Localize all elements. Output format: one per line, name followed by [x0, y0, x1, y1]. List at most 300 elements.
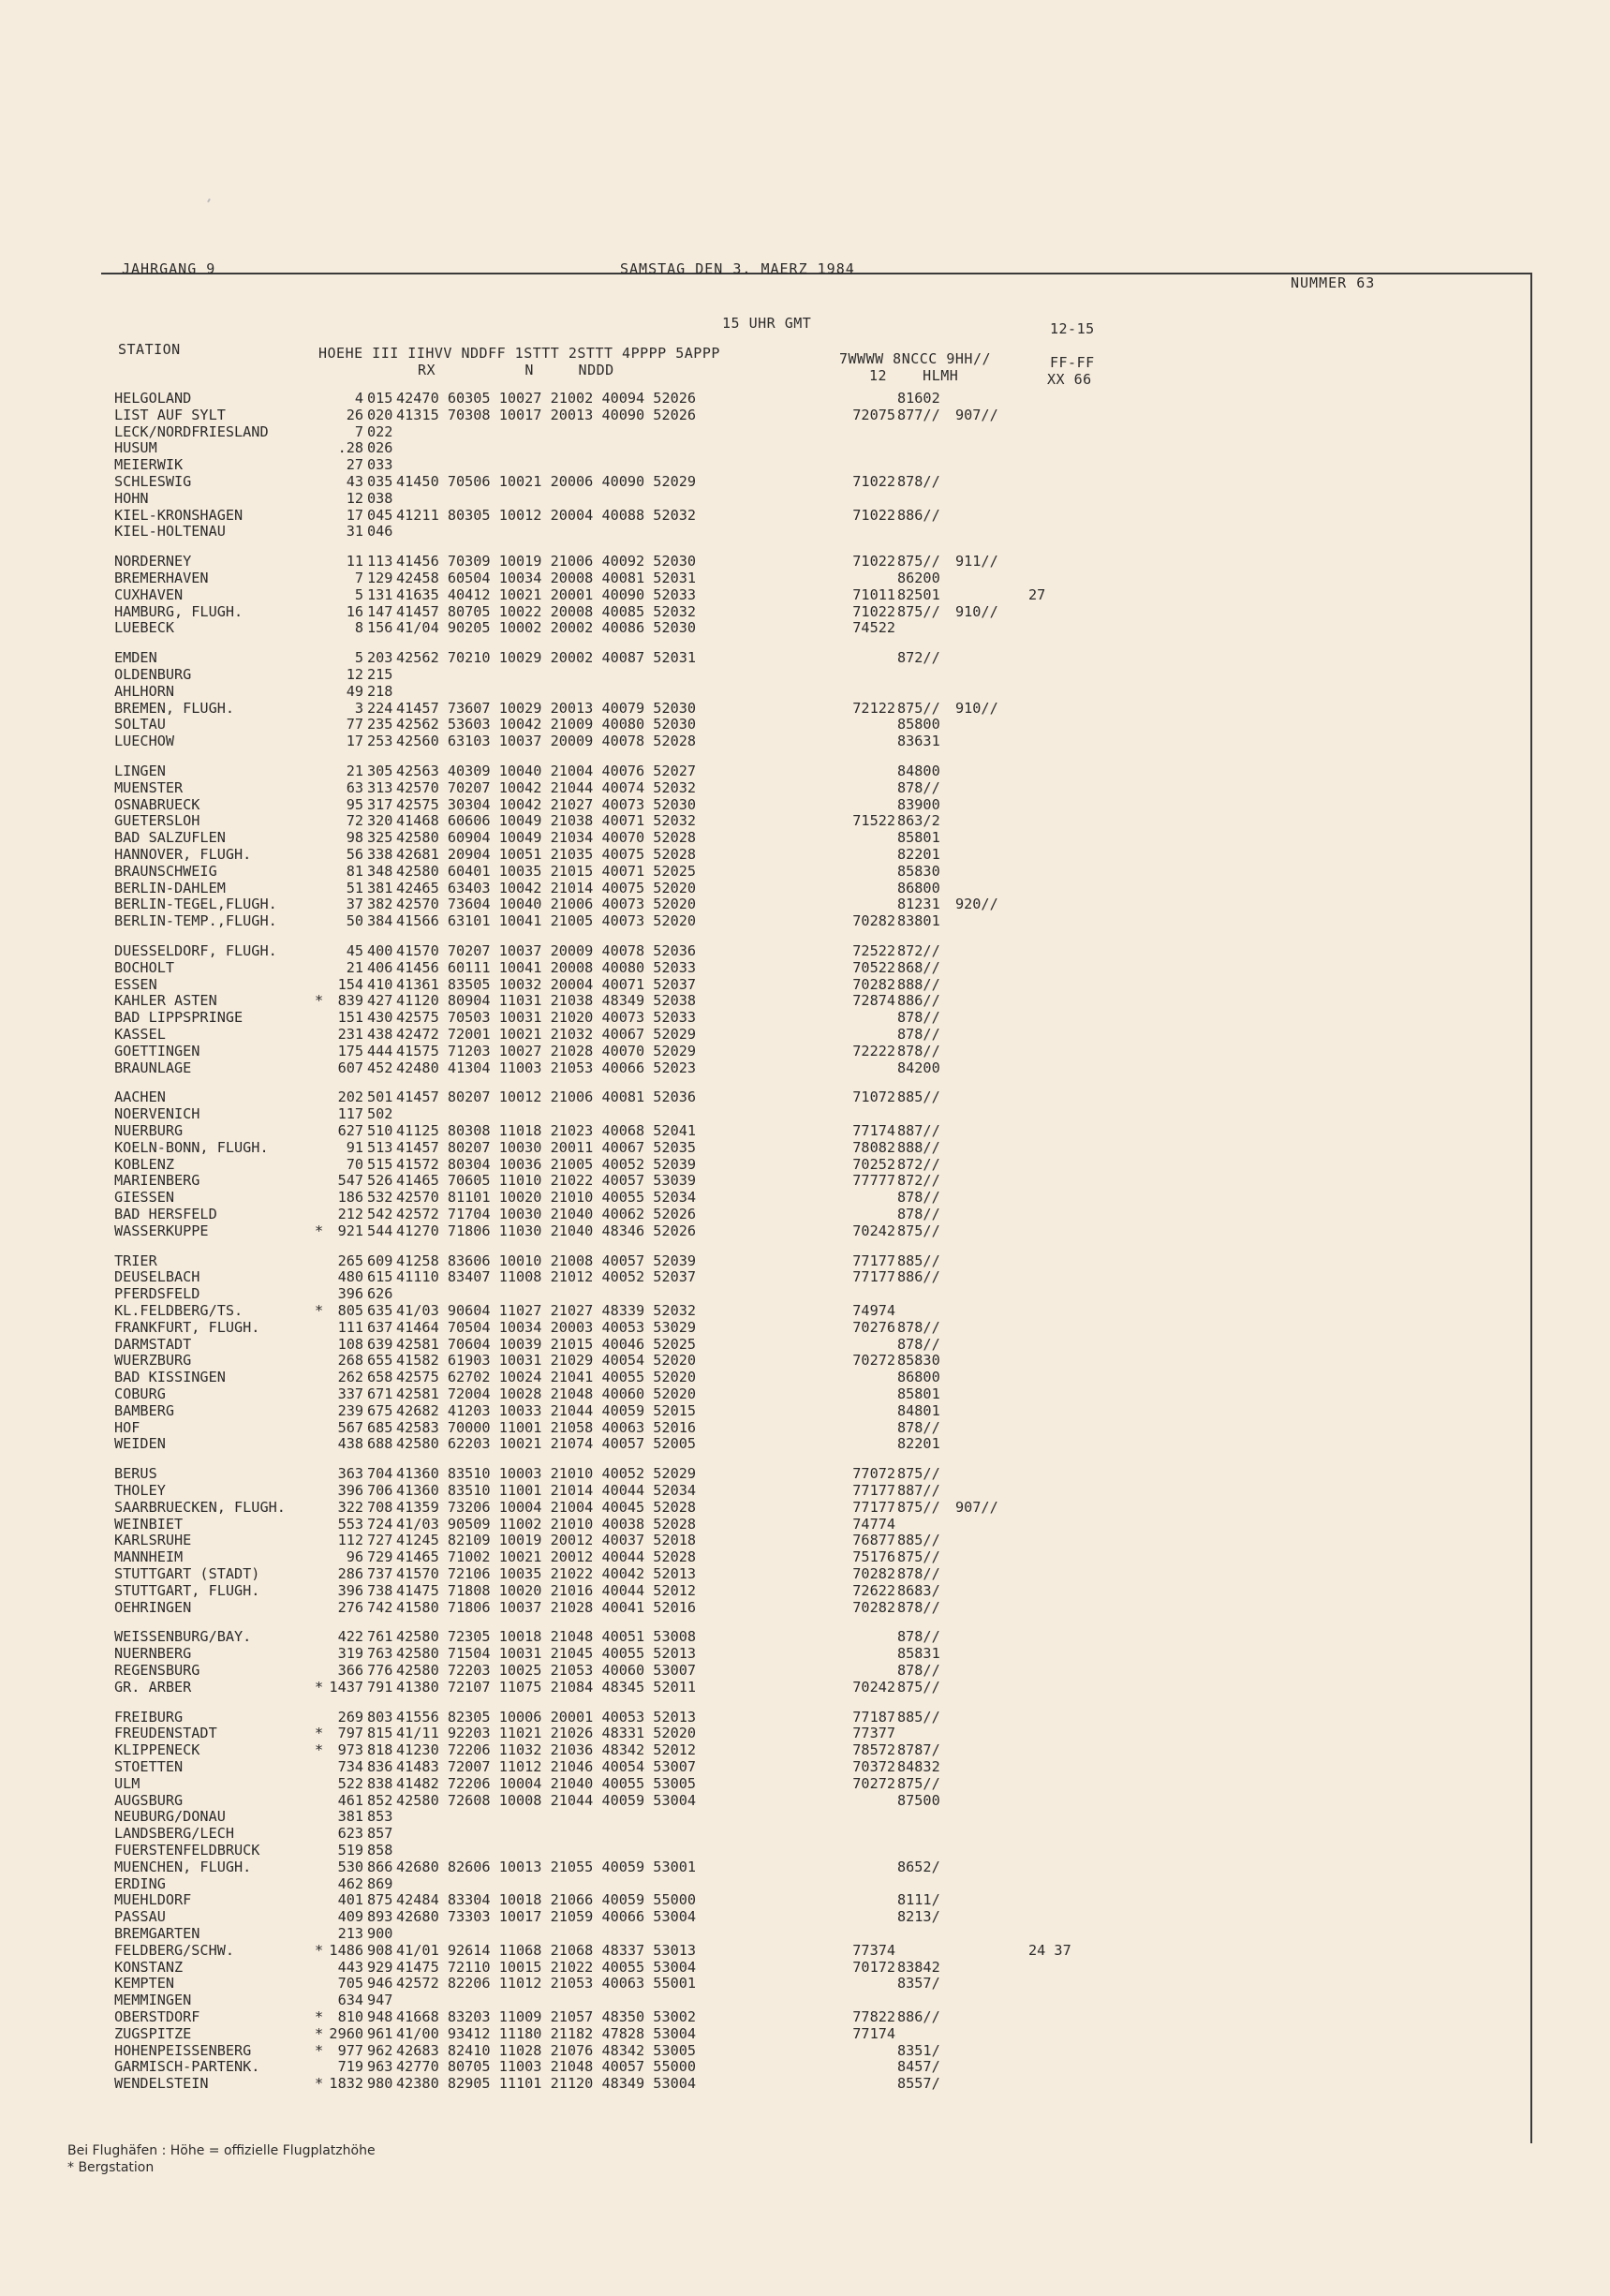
- station-index: 444: [367, 1043, 393, 1059]
- station-index: 948: [367, 2008, 393, 2025]
- station-height: 634: [337, 1992, 363, 2008]
- station-index: 962: [367, 2042, 393, 2059]
- station-name: BAD KISSINGEN: [114, 1369, 226, 1385]
- group-7: 75176: [852, 1548, 895, 1565]
- station-name: WEIDEN: [114, 1435, 166, 1452]
- station-index: 866: [367, 1859, 393, 1875]
- gust-groups: 24 37: [1028, 1942, 1071, 1959]
- station-index: 737: [367, 1565, 393, 1582]
- station-height: 268: [337, 1352, 363, 1369]
- station-name: HOHENPEISSENBERG: [114, 2042, 252, 2059]
- group-7: 71011: [852, 586, 895, 603]
- synop-groups: 41450 70506 10021 20006 40090 52029: [396, 473, 697, 490]
- synop-groups: 41572 80304 10036 21005 40052 52039: [396, 1156, 697, 1173]
- mountain-marker: *: [315, 1942, 324, 1959]
- station-name: WASSERKUPPE: [114, 1222, 209, 1239]
- station-index: 046: [367, 523, 393, 540]
- station-name: PFERDSFELD: [114, 1285, 200, 1302]
- station-height: 231: [337, 1026, 363, 1043]
- group-7: 77822: [852, 2008, 895, 2025]
- station-name: LECK/NORDFRIESLAND: [114, 423, 269, 440]
- station-index: 020: [367, 407, 393, 423]
- station-index: 803: [367, 1709, 393, 1726]
- group-8: 878//: [897, 779, 940, 796]
- group-8: 81231: [897, 896, 940, 912]
- station-name: LUECHOW: [114, 733, 175, 749]
- station-name: KIEL-HOLTENAU: [114, 523, 226, 540]
- group-7: 71022: [852, 473, 895, 490]
- synop-groups: 42480 41304 11003 21053 40066 52023: [396, 1059, 697, 1076]
- group-7: 70242: [852, 1222, 895, 1239]
- synop-groups: 42681 20904 10051 21035 40075 52028: [396, 846, 697, 863]
- station-name: ESSEN: [114, 976, 157, 993]
- station-height: 3: [354, 700, 363, 717]
- station-height: 5: [354, 649, 363, 666]
- group-8: 872//: [897, 1156, 940, 1173]
- group-8: 85831: [897, 1645, 940, 1662]
- station-name: DARMSTADT: [114, 1336, 192, 1353]
- station-name: WENDELSTEIN: [114, 2075, 209, 2092]
- group-7: 72075: [852, 407, 895, 423]
- station-index: 348: [367, 863, 393, 880]
- station-name: MANNHEIM: [114, 1548, 184, 1565]
- period-label: 12-15: [1050, 320, 1095, 337]
- station-name: WEINBIET: [114, 1516, 184, 1533]
- station-index: 113: [367, 553, 393, 570]
- station-height: 381: [337, 1808, 363, 1825]
- station-height: 151: [337, 1009, 363, 1026]
- group-8: 83631: [897, 733, 940, 749]
- group-8: 85830: [897, 1352, 940, 1369]
- synop-groups: 41465 70605 11010 21022 40057 53039: [396, 1172, 697, 1189]
- station-height: 2960: [329, 2025, 363, 2042]
- station-index: 639: [367, 1336, 393, 1353]
- group-7: 70272: [852, 1775, 895, 1792]
- station-height: 98: [346, 829, 363, 846]
- station-height: 45: [346, 942, 363, 959]
- station-name: BERLIN-TEGEL,FLUGH.: [114, 896, 277, 912]
- station-height: 337: [337, 1385, 363, 1402]
- station-index: 869: [367, 1875, 393, 1892]
- station-index: 908: [367, 1942, 393, 1959]
- station-height: 623: [337, 1825, 363, 1842]
- station-height: 186: [337, 1189, 363, 1206]
- station-index: 410: [367, 976, 393, 993]
- station-index: 858: [367, 1842, 393, 1859]
- station-height: 719: [337, 2058, 363, 2075]
- synop-groups: 42683 82410 11028 21076 48342 53005: [396, 2042, 697, 2059]
- synop-groups: 41110 83407 11008 21012 40052 52037: [396, 1268, 697, 1285]
- station-height: 805: [337, 1302, 363, 1319]
- group-7: 77177: [852, 1499, 895, 1516]
- station-name: MUENCHEN, FLUGH.: [114, 1859, 252, 1875]
- synop-groups: 42472 72001 10021 21032 40067 52029: [396, 1026, 697, 1043]
- synop-groups: 41582 61903 10031 21029 40054 52020: [396, 1352, 697, 1369]
- station-index: 763: [367, 1645, 393, 1662]
- synop-groups: 41570 70207 10037 20009 40078 52036: [396, 942, 697, 959]
- station-height: 839: [337, 992, 363, 1009]
- synop-groups: 41475 71808 10020 21016 40044 52012: [396, 1582, 697, 1599]
- station-name: EMDEN: [114, 649, 157, 666]
- station-index: 320: [367, 812, 393, 829]
- station-height: 117: [337, 1105, 363, 1122]
- group-9: 920//: [955, 896, 998, 912]
- group-8: 875//: [897, 1548, 940, 1565]
- station-name: ZUGSPITZE: [114, 2025, 192, 2042]
- station-index: 542: [367, 1206, 393, 1222]
- station-index: 836: [367, 1758, 393, 1775]
- station-height: 607: [337, 1059, 363, 1076]
- station-height: 112: [337, 1532, 363, 1548]
- synop-groups: 41/00 93412 11180 21182 47828 53004: [396, 2025, 697, 2042]
- synop-groups: 42575 62702 10024 21041 40055 52020: [396, 1369, 697, 1385]
- station-height: 797: [337, 1725, 363, 1741]
- station-height: 734: [337, 1758, 363, 1775]
- group-8: 87500: [897, 1792, 940, 1809]
- group-8: 86800: [897, 880, 940, 896]
- station-name: HOF: [114, 1419, 140, 1436]
- group-7: 70282: [852, 912, 895, 929]
- synop-groups: 41315 70308 10017 20013 40090 52026: [396, 407, 697, 423]
- station-name: OEHRINGEN: [114, 1599, 192, 1616]
- station-name: KIEL-KRONSHAGEN: [114, 507, 244, 524]
- synop-groups: 42563 40309 10040 21004 40076 52027: [396, 763, 697, 779]
- group-7: 70276: [852, 1319, 895, 1336]
- group-8: 875//: [897, 603, 940, 620]
- group-8: 81602: [897, 390, 940, 407]
- station-name: KL.FELDBERG/TS.: [114, 1302, 244, 1319]
- station-height: 480: [337, 1268, 363, 1285]
- group-7: 70172: [852, 1959, 895, 1976]
- station-index: 947: [367, 1992, 393, 2008]
- station-name: BAD HERSFELD: [114, 1206, 217, 1222]
- station-name: MEIERWIK: [114, 456, 184, 473]
- synop-groups: 42562 53603 10042 21009 40080 52030: [396, 716, 697, 733]
- group-8: 85801: [897, 829, 940, 846]
- group-8: 887//: [897, 1482, 940, 1499]
- station-height: 16: [346, 603, 363, 620]
- group-9: 907//: [955, 407, 998, 423]
- group-7: 70282: [852, 1565, 895, 1582]
- group-7: 77377: [852, 1725, 895, 1741]
- station-name: NORDERNEY: [114, 553, 192, 570]
- group-8: 872//: [897, 942, 940, 959]
- group-7: 77174: [852, 2025, 895, 2042]
- station-height: 11: [346, 553, 363, 570]
- synop-groups: 42580 72608 10008 21044 40059 53004: [396, 1792, 697, 1809]
- group-8: 878//: [897, 1319, 940, 1336]
- station-name: MUENSTER: [114, 779, 184, 796]
- synop-groups: 41457 80207 10012 21006 40081 52036: [396, 1089, 697, 1105]
- group-8: 83900: [897, 796, 940, 813]
- synop-groups: 41465 71002 10021 20012 40044 52028: [396, 1548, 697, 1565]
- station-height: 43: [346, 473, 363, 490]
- station-name: NUERNBERG: [114, 1645, 192, 1662]
- station-index: 655: [367, 1352, 393, 1369]
- station-height: 547: [337, 1172, 363, 1189]
- station-name: SAARBRUECKEN, FLUGH.: [114, 1499, 286, 1516]
- station-name: LUEBECK: [114, 619, 175, 636]
- station-name: COBURG: [114, 1385, 166, 1402]
- mountain-marker: *: [315, 2075, 324, 2092]
- station-height: 202: [337, 1089, 363, 1105]
- ff-header: FF-FF: [1050, 354, 1095, 371]
- station-index: 791: [367, 1679, 393, 1696]
- group-8: 84832: [897, 1758, 940, 1775]
- synop-groups: 42570 70207 10042 21044 40074 52032: [396, 779, 697, 796]
- station-height: 396: [337, 1285, 363, 1302]
- station-height: 95: [346, 796, 363, 813]
- group-8: 8111/: [897, 1891, 940, 1908]
- group-7: 72222: [852, 1043, 895, 1059]
- station-height: 12: [346, 666, 363, 683]
- group-8: 878//: [897, 1662, 940, 1679]
- group-9: 910//: [955, 603, 998, 620]
- station-index: 253: [367, 733, 393, 749]
- station-name: NOERVENICH: [114, 1105, 200, 1122]
- date-line: SAMSTAG DEN 3. MAERZ 1984: [620, 260, 855, 277]
- group-8: 878//: [897, 1026, 940, 1043]
- mountain-marker: *: [315, 1679, 324, 1696]
- synop-groups: 41483 72007 11012 21046 40054 53007: [396, 1758, 697, 1775]
- station-height: 81: [346, 863, 363, 880]
- synop-groups: 41380 72107 11075 21084 48345 52011: [396, 1679, 697, 1696]
- synop-groups: 42484 83304 10018 21066 40059 55000: [396, 1891, 697, 1908]
- station-height: 63: [346, 779, 363, 796]
- group-7: 77177: [852, 1268, 895, 1285]
- station-height: 175: [337, 1043, 363, 1059]
- station-index: 961: [367, 2025, 393, 2042]
- footnote-airports: Bei Flughäfen : Höhe = offizielle Flugplatzhöhe: [67, 2143, 376, 2158]
- station-index: 853: [367, 1808, 393, 1825]
- group-8: 8787/: [897, 1741, 940, 1758]
- synop-groups: 41258 83606 10010 21008 40057 52039: [396, 1252, 697, 1269]
- group-7: 70242: [852, 1679, 895, 1696]
- station-index: 147: [367, 603, 393, 620]
- station-name: BRAUNSCHWEIG: [114, 863, 217, 880]
- group-9: 907//: [955, 1499, 998, 1516]
- synop-groups: 41457 80207 10030 20011 40067 52035: [396, 1139, 697, 1156]
- synop-groups: 42380 82905 11101 21120 48349 53004: [396, 2075, 697, 2092]
- synop-groups: 42682 41203 10033 21044 40059 52015: [396, 1402, 697, 1419]
- group-8: 863/2: [897, 812, 940, 829]
- station-index: 532: [367, 1189, 393, 1206]
- station-name: PASSAU: [114, 1908, 166, 1925]
- group-7: 71522: [852, 812, 895, 829]
- station-height: 37: [346, 896, 363, 912]
- synop-groups: 41635 40412 10021 20001 40090 52033: [396, 586, 697, 603]
- station-name: LANDSBERG/LECH: [114, 1825, 235, 1842]
- synop-groups: 41668 83203 11009 21057 48350 53002: [396, 2008, 697, 2025]
- station-name: KONSTANZ: [114, 1959, 184, 1976]
- station-index: 875: [367, 1891, 393, 1908]
- station-name: DUESSELDORF, FLUGH.: [114, 942, 277, 959]
- station-height: 7: [354, 570, 363, 586]
- station-height: 212: [337, 1206, 363, 1222]
- station-name: KEMPTEN: [114, 1975, 175, 1992]
- group-8: 878//: [897, 1189, 940, 1206]
- station-index: 015: [367, 390, 393, 407]
- station-name: BERLIN-DAHLEM: [114, 880, 226, 896]
- station-name: FREIBURG: [114, 1709, 184, 1726]
- station-name: OLDENBURG: [114, 666, 192, 683]
- station-name: HELGOLAND: [114, 390, 192, 407]
- station-index: 381: [367, 880, 393, 896]
- station-height: 396: [337, 1582, 363, 1599]
- group-7: 78572: [852, 1741, 895, 1758]
- group-8: 877//: [897, 407, 940, 423]
- synop-groups: 41570 72106 10035 21022 40042 52013: [396, 1565, 697, 1582]
- station-index: 338: [367, 846, 393, 863]
- station-name: OBERSTDORF: [114, 2008, 200, 2025]
- synop-groups: 41245 82109 10019 20012 40037 52018: [396, 1532, 697, 1548]
- group-7: 71072: [852, 1089, 895, 1105]
- station-height: 462: [337, 1875, 363, 1892]
- synop-groups: 41580 71806 10037 21028 40041 52016: [396, 1599, 697, 1616]
- station-index: 022: [367, 423, 393, 440]
- station-height: 239: [337, 1402, 363, 1419]
- station-index: 708: [367, 1499, 393, 1516]
- station-height: 70: [346, 1156, 363, 1173]
- station-index: 635: [367, 1302, 393, 1319]
- group-7: 74974: [852, 1302, 895, 1319]
- synop-groups: 42562 70210 10029 20002 40087 52031: [396, 649, 697, 666]
- group-8: 886//: [897, 507, 940, 524]
- main-columns-subheader: RX N NDDD: [418, 362, 614, 378]
- group-8: 878//: [897, 1206, 940, 1222]
- station-height: 977: [337, 2042, 363, 2059]
- station-height: 4: [354, 390, 363, 407]
- group-9: 910//: [955, 700, 998, 717]
- station-height: 17: [346, 507, 363, 524]
- group-7: 77174: [852, 1122, 895, 1139]
- synop-groups: 42583 70000 11001 21058 40063 52016: [396, 1419, 697, 1436]
- group-7: 72122: [852, 700, 895, 717]
- station-name: REGENSBURG: [114, 1662, 200, 1679]
- station-index: 203: [367, 649, 393, 666]
- station-height: 96: [346, 1548, 363, 1565]
- station-height: 567: [337, 1419, 363, 1436]
- gust-groups: 27: [1028, 586, 1046, 603]
- station-height: 519: [337, 1842, 363, 1859]
- station-index: 852: [367, 1792, 393, 1809]
- station-height: 705: [337, 1975, 363, 1992]
- station-height: 921: [337, 1222, 363, 1239]
- mountain-marker: *: [315, 2042, 324, 2059]
- synop-groups: 41360 83510 11001 21014 40044 52034: [396, 1482, 697, 1499]
- station-name: BRAUNLAGE: [114, 1059, 192, 1076]
- station-index: 156: [367, 619, 393, 636]
- station-name: MUEHLDORF: [114, 1891, 192, 1908]
- group-7: 70522: [852, 959, 895, 976]
- mountain-marker: *: [315, 1725, 324, 1741]
- station-height: 154: [337, 976, 363, 993]
- station-name: FRANKFURT, FLUGH.: [114, 1319, 260, 1336]
- station-name: BREMGARTEN: [114, 1925, 200, 1942]
- synop-groups: 41456 60111 10041 20008 40080 52033: [396, 959, 697, 976]
- station-name: TRIER: [114, 1252, 157, 1269]
- mountain-marker: *: [315, 992, 324, 1009]
- station-index: 313: [367, 779, 393, 796]
- station-height: 108: [337, 1336, 363, 1353]
- group-8: 86200: [897, 570, 940, 586]
- station-index: 438: [367, 1026, 393, 1043]
- mountain-marker: *: [315, 1741, 324, 1758]
- station-height: 1832: [329, 2075, 363, 2092]
- synop-groups: 42560 63103 10037 20009 40078 52028: [396, 733, 697, 749]
- group-8: 885//: [897, 1252, 940, 1269]
- synop-groups: 42580 72305 10018 21048 40051 53008: [396, 1628, 697, 1645]
- station-height: 1437: [329, 1679, 363, 1696]
- station-name: OSNABRUECK: [114, 796, 200, 813]
- station-height: 17: [346, 733, 363, 749]
- station-index: 033: [367, 456, 393, 473]
- footnote-mountain: * Bergstation: [67, 2160, 155, 2175]
- station-index: 637: [367, 1319, 393, 1336]
- station-height: 396: [337, 1482, 363, 1499]
- station-name: GOETTINGEN: [114, 1043, 200, 1059]
- station-index: 815: [367, 1725, 393, 1741]
- group-8: 875//: [897, 1679, 940, 1696]
- group-7: 77187: [852, 1709, 895, 1726]
- group-7: 74522: [852, 619, 895, 636]
- scan-mark: [207, 199, 211, 202]
- station-height: 286: [337, 1565, 363, 1582]
- station-index: 738: [367, 1582, 393, 1599]
- synop-groups: 41/11 92203 11021 21026 48331 52020: [396, 1725, 697, 1741]
- synop-groups: 42680 82606 10013 21055 40059 53001: [396, 1859, 697, 1875]
- group-7: 71022: [852, 553, 895, 570]
- station-height: 21: [346, 959, 363, 976]
- station-height: 438: [337, 1435, 363, 1452]
- station-name: FELDBERG/SCHW.: [114, 1942, 235, 1959]
- synop-groups: 41482 72206 10004 21040 40055 53005: [396, 1775, 697, 1792]
- time-label: 15 UHR GMT: [722, 315, 812, 332]
- synop-groups: 42575 30304 10042 21027 40073 52030: [396, 796, 697, 813]
- group-8: 868//: [897, 959, 940, 976]
- group-8: 8357/: [897, 1975, 940, 1992]
- station-name: BERUS: [114, 1465, 157, 1482]
- station-name: LIST AUF SYLT: [114, 407, 226, 423]
- station-name: KOBLENZ: [114, 1156, 175, 1173]
- station-height: 27: [346, 456, 363, 473]
- mountain-marker: *: [315, 2025, 324, 2042]
- station-height: 363: [337, 1465, 363, 1482]
- station-index: 406: [367, 959, 393, 976]
- station-index: 946: [367, 1975, 393, 1992]
- station-name: FREUDENSTADT: [114, 1725, 217, 1741]
- station-name: WEISSENBURG/BAY.: [114, 1628, 252, 1645]
- synop-groups: 42580 62203 10021 21074 40057 52005: [396, 1435, 697, 1452]
- group-7: 77177: [852, 1252, 895, 1269]
- group-8: 8213/: [897, 1908, 940, 1925]
- station-name: HANNOVER, FLUGH.: [114, 846, 252, 863]
- station-name: ULM: [114, 1775, 140, 1792]
- synop-groups: 41468 60606 10049 21038 40071 52032: [396, 812, 697, 829]
- group-8: 84200: [897, 1059, 940, 1076]
- station-index: 893: [367, 1908, 393, 1925]
- station-index: 729: [367, 1548, 393, 1565]
- group-8: 86800: [897, 1369, 940, 1385]
- synop-groups: 42572 71704 10030 21040 40062 52026: [396, 1206, 697, 1222]
- synop-groups: 41457 73607 10029 20013 40079 52030: [396, 700, 697, 717]
- station-height: 461: [337, 1792, 363, 1809]
- station-index: 818: [367, 1741, 393, 1758]
- station-height: 269: [337, 1709, 363, 1726]
- group-8: 875//: [897, 1222, 940, 1239]
- group-8: 82201: [897, 1435, 940, 1452]
- group-7: 70372: [852, 1758, 895, 1775]
